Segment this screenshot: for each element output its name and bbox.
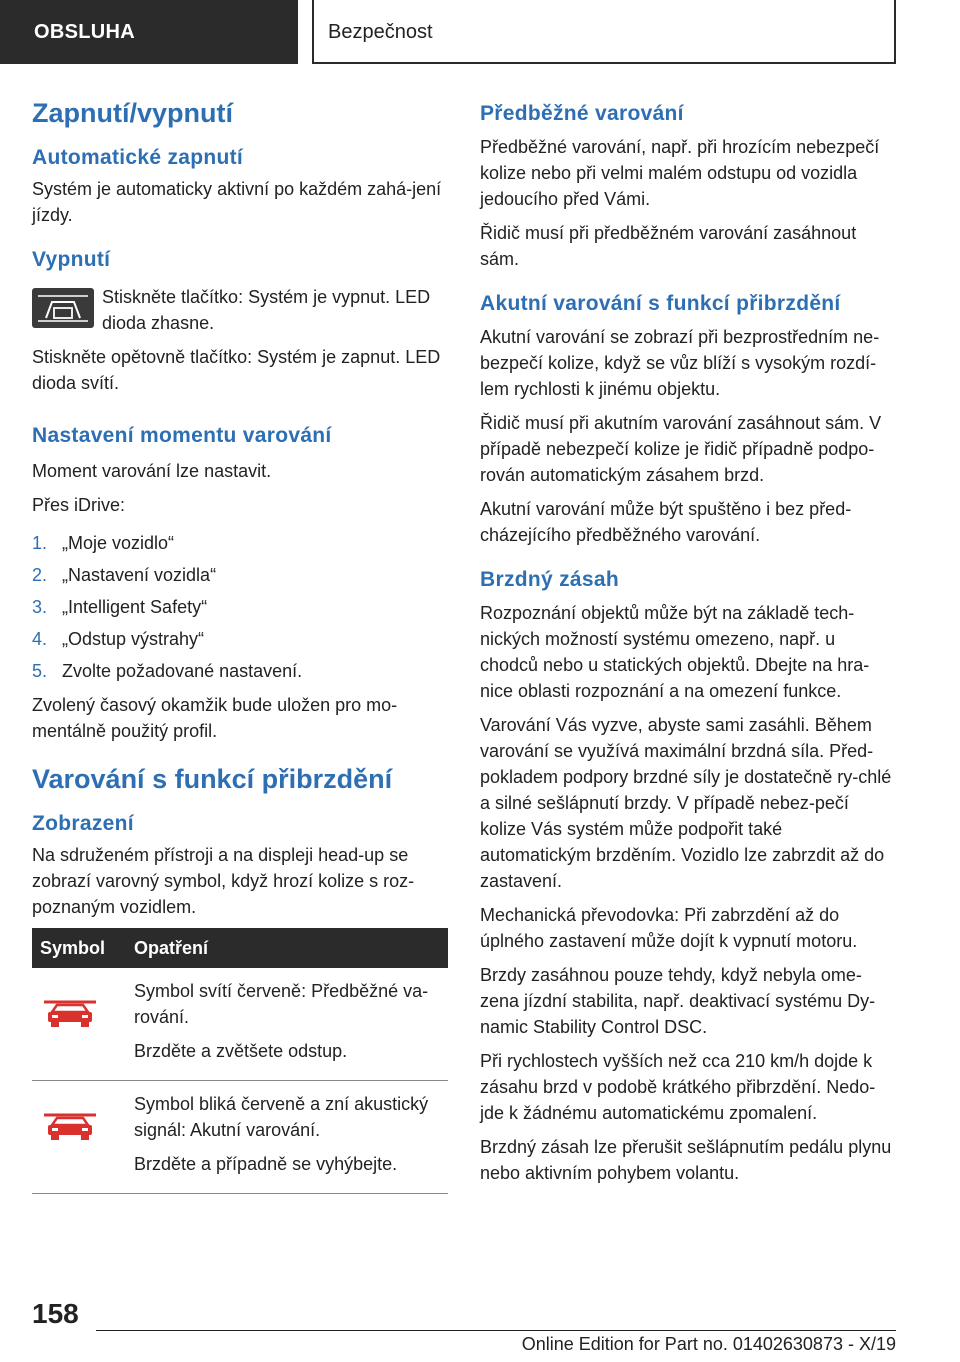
step-text: „Moje vozidlo“ xyxy=(62,533,175,553)
footer-divider xyxy=(96,1330,896,1331)
setting-text: Moment varování lze nastavit. xyxy=(32,461,272,481)
page-header xyxy=(0,0,960,64)
table-row xyxy=(32,1081,448,1194)
list-item xyxy=(32,658,448,684)
symbol-table xyxy=(32,928,448,1194)
step-number: 3. xyxy=(32,597,48,617)
auto-on-section xyxy=(32,144,448,228)
symbol-cell xyxy=(32,1081,126,1194)
paragraph: Brzdný zásah lze přerušit sešlápnutím pedálu plynu nebo aktivním pohybem volantu. xyxy=(480,1137,892,1183)
button-text: Stiskněte tlačítko: Systém je vypnut. LED dioda zhasne. xyxy=(102,287,431,333)
profile-text: Zvolený časový okamžik bude uložen pro mo-mentálně použitý profil. xyxy=(32,695,398,741)
action-text: Symbol bliká červeně a zní akustický signál: Akutní varování. xyxy=(134,1094,429,1140)
action-cell xyxy=(126,1081,448,1194)
paragraph: Předběžné varování, např. při hrozícím nebezpečí kolize nebo při velmi malém odstupu od vozidla jedoucího před Vámi. xyxy=(480,137,880,209)
step-number: 1. xyxy=(32,533,48,553)
column-header-action: Opatření xyxy=(126,928,448,968)
step-text: „Nastavení vozidla“ xyxy=(62,565,217,585)
paragraph: Mechanická převodovka: Při zabrzdění až do úplného zastavení může dojít k vypnutí motoru. xyxy=(480,905,858,951)
table-row xyxy=(32,968,448,1081)
action-text: Brzděte a případně se vyhýbejte. xyxy=(134,1154,398,1174)
auto-on-heading: Automatické zapnutí xyxy=(32,146,244,169)
section-tab: OBSLUHA xyxy=(0,0,298,64)
collision-warning-button-icon xyxy=(32,288,94,328)
step-text: „Intelligent Safety“ xyxy=(62,597,208,617)
off-heading: Vypnutí xyxy=(32,248,111,271)
step-number: 5. xyxy=(32,661,48,681)
section-title: Zapnutí/vypnutí xyxy=(32,98,233,128)
setting-section xyxy=(32,422,448,744)
paragraph: Akutní varování může být spuštěno i bez před-cházejícího předběžného varování. xyxy=(480,499,852,545)
action-text: Brzděte a zvětšete odstup. xyxy=(134,1041,348,1061)
paragraph: Řidič musí při předběžném varování zasáhnout sám. xyxy=(480,223,857,269)
list-item xyxy=(32,562,448,588)
auto-on-text: Systém je automaticky aktivní po každém zahá-jení jízdy. xyxy=(32,179,442,225)
left-column xyxy=(32,96,448,1212)
paragraph: Rozpoznání objektů může být na základě tech-nických možností systému omezeno, např. u chodců nebo u statických objektů. Dbejte na hra-nice oblasti rozpoznání a na omezení funkce. xyxy=(480,603,870,701)
brake-heading: Brzdný zásah xyxy=(480,568,619,591)
setting-heading: Nastavení momentu varování xyxy=(32,424,332,447)
car-warning-icon xyxy=(40,990,100,1030)
paragraph: Varování Vás vyzve, abyste sami zasáhli. Během varování se využívá maximální brzdná síla. Před-pokladem podpory brzdné síly je dostatečně ry-chlé a silné sešlápnutí brzdy. V případě nebez-pečí kolize Vás systém může podpořit také automatickým brzděním. Vozidlo lze zabrzdit až do zastavení. xyxy=(480,715,892,891)
idrive-text: Přes iDrive: xyxy=(32,495,126,515)
list-item xyxy=(32,626,448,652)
paragraph: Řidič musí při akutním varování zasáhnout sám. V případě nebezpečí kolize je řidič případně podpo-rován automatickým zásahem brzd. xyxy=(480,413,882,485)
column-header-symbol: Symbol xyxy=(32,928,126,968)
step-number: 4. xyxy=(32,629,48,649)
acute-warning-section xyxy=(480,290,896,548)
chapter-title: Bezpečnost xyxy=(312,0,896,64)
table-header-row xyxy=(32,928,448,968)
section-title-2: Varování s funkcí přibrzdění xyxy=(32,764,393,794)
page-footer xyxy=(0,1290,960,1362)
right-column xyxy=(480,100,896,1204)
step-text: Zvolte požadované nastavení. xyxy=(62,661,303,681)
pre-warning-heading: Předběžné varování xyxy=(480,102,684,125)
action-cell xyxy=(126,968,448,1081)
off-section xyxy=(32,246,448,396)
paragraph: Akutní varování se zobrazí při bezprostředním ne-bezpečí kolize, když se vůz blíží s vysokým rozdí-lem rychlosti k jinému objektu. xyxy=(480,327,880,399)
display-section xyxy=(32,810,448,1194)
list-item xyxy=(32,594,448,620)
step-number: 2. xyxy=(32,565,48,585)
brake-section xyxy=(480,566,896,1186)
list-item xyxy=(32,530,448,556)
step-text: „Odstup výstrahy“ xyxy=(62,629,205,649)
display-text: Na sdruženém přístroji a na displeji head-up se zobrazí varovný symbol, když hrozí kolize s roz-poznaným vozidlem. xyxy=(32,845,415,917)
paragraph: Brzdy zasáhnou pouze tehdy, když nebyla ome-zena jízdní stabilita, např. deaktivací systému Dy-namic Stability Control DSC. xyxy=(480,965,876,1037)
pre-warning-section xyxy=(480,100,896,272)
edition-text: Online Edition for Part no. 01402630873 - X/19 xyxy=(521,1334,896,1354)
symbol-cell xyxy=(32,968,126,1081)
off-text: Stiskněte opětovně tlačítko: Systém je zapnut. LED dioda svítí. xyxy=(32,347,441,393)
acute-warning-heading: Akutní varování s funkcí přibrzdění xyxy=(480,292,841,315)
page-number: 158 xyxy=(32,1298,79,1329)
action-text: Symbol svítí červeně: Předběžné va-rování. xyxy=(134,981,429,1027)
car-warning-icon xyxy=(40,1103,100,1143)
step-list xyxy=(32,530,448,684)
paragraph: Při rychlostech vyšších než cca 210 km/h dojde k zásahu brzd v podobě krátkého přibrzdění. Nedo-jde k žádnému automatickému zpomalení. xyxy=(480,1051,876,1123)
button-row xyxy=(32,284,448,336)
display-heading: Zobrazení xyxy=(32,812,134,835)
